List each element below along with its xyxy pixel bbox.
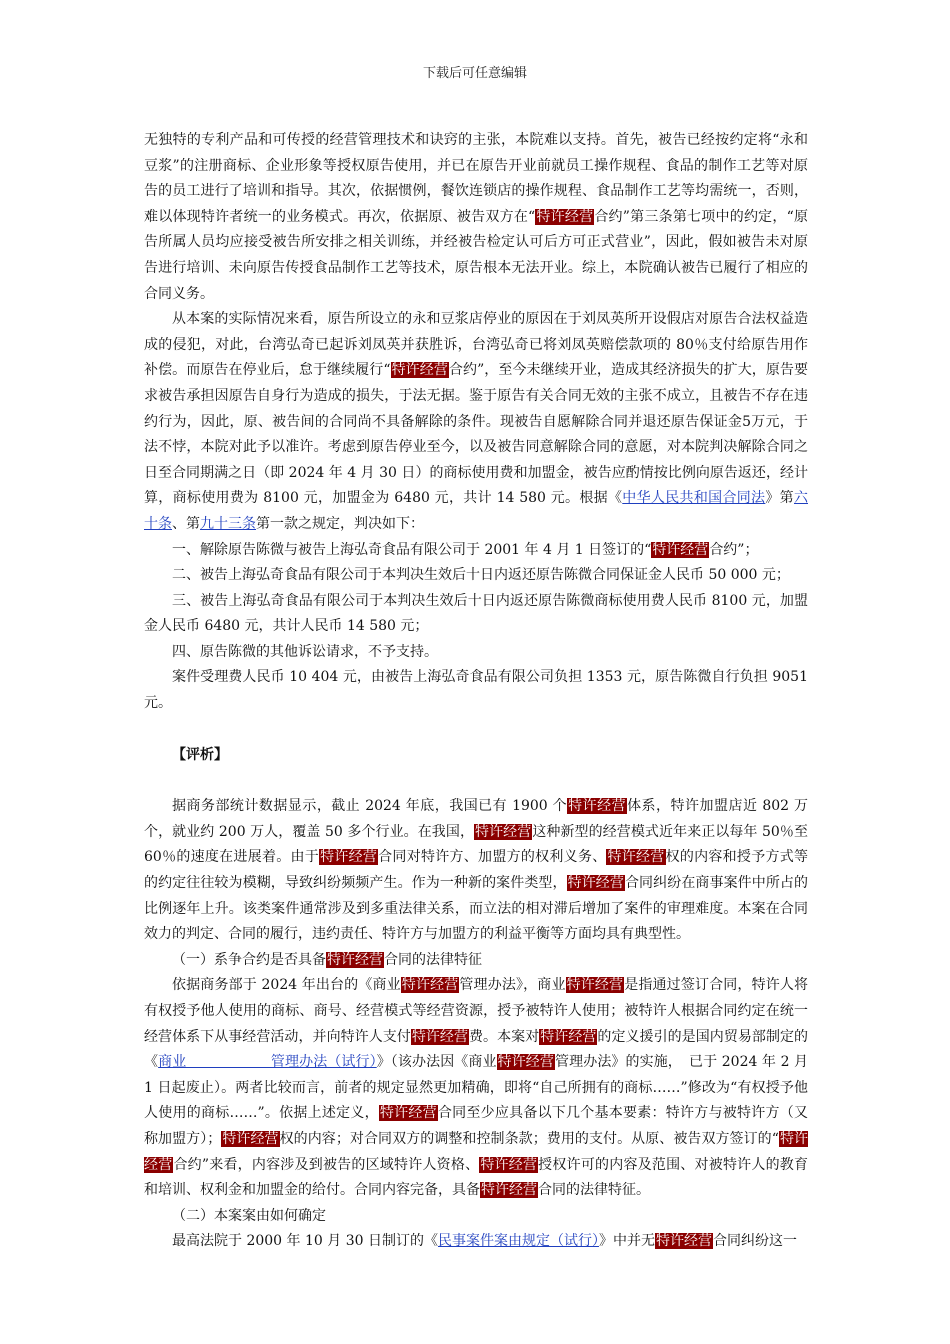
highlight-term: 特许经营 <box>391 362 448 379</box>
highlight-term: 特许经营 <box>327 951 383 968</box>
highlight-term: 特许经营 <box>475 823 532 840</box>
highlight-term: 特许经营 <box>401 977 459 994</box>
link-case-cause-rules[interactable]: 民事案件案由规定（试行） <box>437 1233 599 1250</box>
highlight-term: 特许经营 <box>607 849 665 866</box>
judgment-item-4: 四、原告陈微的其他诉讼请求，不予支持。 <box>172 643 438 660</box>
paragraph: 依据商务部于 2024 年出台的《商业特许经营管理办法》，商业特许经营是指通过签订合同，特许人将有权授予他人使用的商标、商号、经营模式等经营资源，授予被特许人使用；被特许人根据合同约定在统一经营体系下从事经营活动，并向特许人支付特许经营费。本案对特许经营的定义援引的是国内贸易部制定的《商业 管理办法（试行）》（该办法因《商业特许经营管理办法》的实施， 已于 2024 年 2 月 1 日起废止）。两者比较而言，前者的规定显然更加精确，即将“自己所拥有的商标……”修改为“有权授予他人使用的商标……”。依据上述定义，特许经营合同至少应具备以下几个基本要素：特许方与被特许方（又称加盟方）；特许经营权的内容；对合同双方的调整和控制条款；费用的支付。从原、被告双方签订的“特许经营合约”来看，内容涉及到被告的区域特许人资格、特许经营授权许可的内容及范围、对被特许人的教育和培训、权利金和加盟金的给付。合同内容完备，具备特许经营合同的法律特征。 <box>144 977 809 1199</box>
link-measures-trial[interactable]: 商业 管理办法（试行） <box>158 1054 377 1071</box>
case-fee-paragraph: 案件受理费人民币 10 404 元，由被告上海弘奇食品有限公司负担 1353 元，原告陈微自行负担 9051 元。 <box>144 669 808 712</box>
highlight-term: 特许经营 <box>566 977 624 994</box>
link-article-60[interactable]: 六十条 <box>144 490 808 532</box>
section-title: 【评析】 <box>172 746 228 763</box>
subsection-heading: （二）本案案由如何确定 <box>172 1207 326 1224</box>
highlight-term: 特许经营 <box>481 1182 537 1199</box>
paragraph: 据商务部统计数据显示，截止 2024 年底，我国已有 1900 个特许经营体系，特许加盟店近 802 万个，就业约 200 万人，覆盖 50 多个行业。在我国，特许经营这种新型的经营模式近年来正以每年 50％至 60％的速度在进展着。由于特许经营合同对特许方、加盟方的权利义务、特许经营权的内容和授予方式等的约定往往较为模糊，导致纠纷频频产生。作为一种新的案件类型，特许经营合同纠纷在商事案件中所占的比例逐年上升。该类案件通常涉及到多重法律关系，而立法的相对滞后增加了案件的审理难度。本案在合同效力的判定、合同的履行，违约责任、特许方与加盟方的利益平衡等方面均具有典型性。 <box>144 798 809 943</box>
highlight-term: 特许经营 <box>379 1105 437 1122</box>
judgment-item-2: 二、被告上海弘奇食品有限公司于本判决生效后十日内返还原告陈微合同保证金人民币 50 000 元； <box>172 567 790 584</box>
paragraph: 无独特的专利产品和可传授的经营管理技术和诀窍的主张，本院难以支持。首先，被告已经按约定将“永和豆浆”的注册商标、企业形象等授权原告使用，并已在原告开业前就员工操作规程、食品的制作工艺等对原告的员工进行了培训和指导。其次，依据惯例，餐饮连锁店的操作规程、食品制作工艺等均需统一，否则，难以体现特许者统一的业务模式。再次，依据原、被告双方在“特许经营合约”第三条第七项中的约定，“原告所属人员均应接受被告所安排之相关训练，并经被告检定认可后方可正式营业”，因此，假如被告未对原告进行培训、未向原告传授食品制作工艺等技术，原告根本无法开业。综上，本院确认被告已履行了相应的合同义务。 <box>144 132 808 302</box>
highlight-term: 特许经营 <box>144 1130 809 1173</box>
highlight-term: 特许经营 <box>497 1054 555 1071</box>
link-article-93[interactable]: 九十三条 <box>200 515 256 532</box>
highlight-term: 特许经营 <box>567 875 624 892</box>
judgment-item-1: 一、解除原告陈微与被告上海弘奇食品有限公司于 2001 年 4 月 1 日签订的“特许经营合约”； <box>172 541 759 558</box>
highlight-term: 特许经营 <box>568 798 627 815</box>
subsection-heading: （一）系争合约是否具备特许经营合同的法律特征 <box>172 951 482 968</box>
highlight-term: 特许经营 <box>652 541 709 558</box>
judgment-item-3: 三、被告上海弘奇食品有限公司于本判决生效后十日内返还原告陈微商标使用费人民币 8100 元，加盟金人民币 6480 元，共计人民币 14 580 元； <box>144 592 808 635</box>
paragraph: 从本案的实际情况来看，原告所设立的永和豆浆店停业的原因在于刘凤英所开设假店对原告合法权益造成的侵犯，对此，台湾弘奇已起诉刘凤英并获胜诉，台湾弘奇已将刘凤英赔偿款项的 80％支付给原告用作补偿。而原告在停业后，怠于继续履行“特许经营合约”，至今未继续开业，造成其经济损失的扩大，原告要求被告承担因原告自身行为造成的损失，于法无据。鉴于原告有关合同无效的主张不成立，且被告不存在违约行为，因此，原、被告间的合同尚不具备解除的条件。现被告自愿解除合同并退还原告保证金5万元，于法不悖，本院对此予以准许。考虑到原告停业至今，以及被告同意解除合同的意愿，对本院判决解除合同之日至合同期满之日（即 2024 年 4 月 30 日）的商标使用费和加盟金，被告应酌情按比例向原告返还，经计算，商标使用费为 8100 元，加盟金为 6480 元，共计 14 580 元。根据《中华人民共和国合同法》第六十条、第九十三条第一款之规定，判决如下： <box>144 311 809 532</box>
highlight-term: 特许经营 <box>536 208 594 225</box>
highlight-term: 特许经营 <box>222 1130 279 1147</box>
paragraph: 最高法院于 2000 年 10 月 30 日制订的《民事案件案由规定（试行）》中并无特许经营合同纠纷这一 <box>172 1233 797 1250</box>
highlight-term: 特许经营 <box>655 1233 712 1250</box>
highlight-term: 特许经营 <box>411 1028 469 1045</box>
link-contract-law[interactable]: 中华人民共和国合同法 <box>622 490 766 507</box>
page-header: 下载后可任意编辑 <box>422 66 527 81</box>
document-body <box>144 128 808 1255</box>
highlight-term: 特许经营 <box>320 849 378 866</box>
highlight-term: 特许经营 <box>540 1028 597 1045</box>
highlight-term: 特许经营 <box>480 1156 538 1173</box>
